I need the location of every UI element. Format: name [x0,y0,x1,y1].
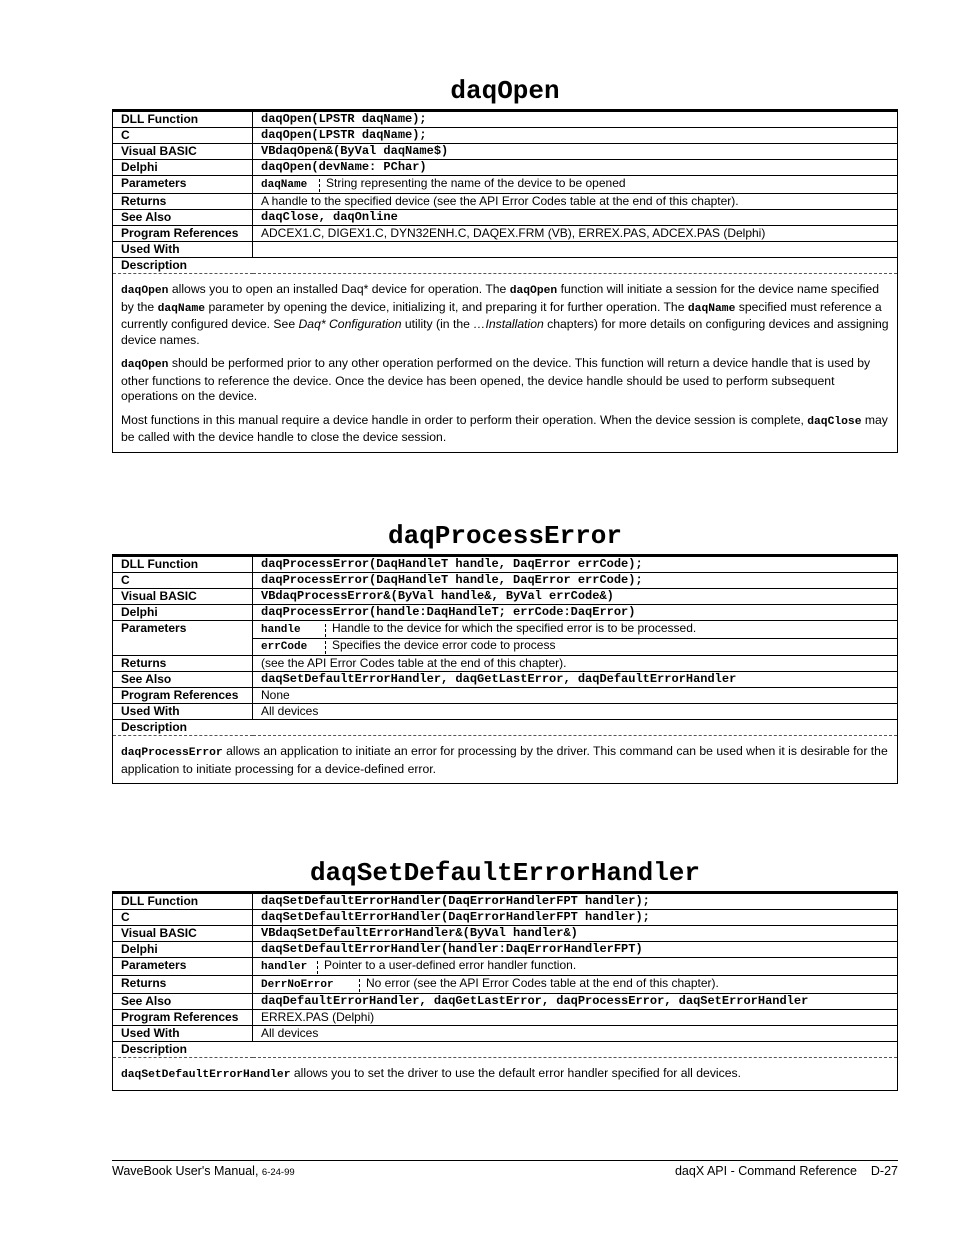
section-title-daqsetdefaulterrorhandler: daqSetDefaultErrorHandler [309,858,701,888]
description-paragraph [121,744,889,777]
description-body [113,274,898,453]
text-run: parameter by opening the device, initializing it, and preparing it for further operation. The [205,299,688,314]
section-title-daqprocesserror: daqProcessError [387,521,623,551]
label-dll-function: DLL Function [113,556,253,573]
label-c: C [113,573,253,589]
description-paragraph [121,356,889,405]
text-run: may be called with the device handle to close the device session. [121,412,888,444]
label-program-references: Program References [113,688,253,704]
text-run: allows you to set the driver to use the default error handler specified for all devices. [290,1066,741,1080]
used-with-value: All devices [253,1026,898,1042]
label-parameters: Parameters [113,621,253,656]
label-c: C [113,128,253,144]
description-paragraph [121,413,889,446]
parameter-row [253,638,897,654]
parameter-description: Pointer to a user-defined error handler function. [324,958,577,972]
dll-function-value: daqProcessError(DaqHandleT handle, DaqError errCode); [253,556,898,573]
label-visual-basic: Visual BASIC [113,926,253,942]
used-with-value: All devices [253,704,898,720]
parameter-name: handle [261,624,326,637]
parameter-row [253,958,898,976]
parameter-description: Handle to the device for which the specified error is to be processed. [332,621,697,635]
footer-page-reference: daqX API - Command Reference D-27 [674,1164,898,1178]
parameter-name: handler [261,961,318,974]
text-run: chapters) for more details on configuring devices and assigning device names. [121,317,889,347]
label-delphi: Delphi [113,942,253,958]
parameter-name: errCode [261,641,326,654]
parameter-row [261,622,897,637]
label-used-with: Used With [113,242,253,258]
parameter-name: daqName [261,179,320,192]
dll-function-value: daqSetDefaultErrorHandler(DaqErrorHandlerFPT handler); [253,893,898,910]
label-description: Description [113,720,898,736]
label-description: Description [113,258,898,274]
label-used-with: Used With [113,1026,253,1042]
code-term: daqClose [807,415,862,428]
code-term: daqName [157,302,206,315]
label-parameters: Parameters [113,176,253,194]
section-title-daqopen: daqOpen [450,76,560,106]
text-run: function will initiate a session for the device name specified by the [121,282,879,314]
program-references-value: ERREX.PAS (Delphi) [253,1010,898,1026]
italic-term: …Installation [473,317,544,331]
description-body [113,736,898,784]
description-body [113,1058,898,1091]
label-used-with: Used With [113,704,253,720]
reference-table-daqsetdefaulterrorhandler [112,891,898,1091]
label-c: C [113,910,253,926]
delphi-value: daqProcessError(handle:DaqHandleT; errCode:DaqError) [253,605,898,621]
text-run: should be performed prior to any other operation performed on the device. This function will return a device handle that is used by other functions to reference the device. Once the device has been opened, the device handle should be used to perform subsequent operations on the device. [121,356,871,403]
label-delphi: Delphi [113,160,253,176]
program-references-value: None [253,688,898,704]
text-run: allows you to open an installed Daq* device for operation. The [168,282,510,296]
code-term: daqOpen [121,359,169,371]
footer-left [112,1164,295,1178]
visual-basic-value: VBdaqOpen&(ByVal daqName$) [253,144,898,160]
label-program-references: Program References [113,1010,253,1026]
used-with-value [253,242,898,258]
see-also-value: daqDefaultErrorHandler, daqGetLastError, daqProcessError, daqSetErrorHandler [253,994,898,1010]
visual-basic-value: VBdaqProcessError&(ByVal handle&, ByVal errCode&) [253,589,898,605]
parameter-description: String representing the name of the device to be opened [326,176,626,190]
returns-code: DerrNoError [261,979,360,992]
code-term: daqOpen [121,285,169,297]
dll-function-value: daqOpen(LPSTR daqName); [253,111,898,128]
footer-manual-title: WaveBook User's Manual, [112,1164,262,1178]
delphi-value: daqSetDefaultErrorHandler(handler:DaqErrorHandlerFPT) [253,942,898,958]
parameter-row [253,176,898,194]
reference-table-daqopen [112,109,898,453]
text-run: Most functions in this manual require a device handle in order to perform their operation. When the device session is complete, [121,412,808,427]
code-term: daqOpen [509,285,558,297]
label-returns: Returns [113,976,253,994]
code-term: daqName [687,302,736,315]
text-run: allows an application to initiate an error for processing by the driver. This command can be used when it is desirable for the application to initiate processing for a device-defined error. [121,744,888,776]
label-returns: Returns [113,656,253,672]
see-also-value: daqSetDefaultErrorHandler, daqGetLastError, daqDefaultErrorHandler [253,672,898,688]
label-returns: Returns [113,194,253,210]
label-see-also: See Also [113,672,253,688]
label-visual-basic: Visual BASIC [113,144,253,160]
code-term: daqProcessError [121,747,223,759]
text-run: specified must reference a currently configured device. See [121,299,882,331]
label-parameters: Parameters [113,958,253,976]
returns-value: (see the API Error Codes table at the end of this chapter). [253,656,898,672]
label-program-references: Program References [113,226,253,242]
label-description: Description [113,1042,898,1058]
c-value: daqSetDefaultErrorHandler(DaqErrorHandlerFPT handler); [253,910,898,926]
italic-term: Daq* Configuration [298,317,402,331]
label-see-also: See Also [113,994,253,1010]
description-paragraph [121,1066,889,1084]
returns-value: No error (see the API Error Codes table at the end of this chapter). [366,976,719,990]
parameter-description: Specifies the device error code to process [332,638,556,652]
text-run: utility (in the [401,317,474,331]
label-visual-basic: Visual BASIC [113,589,253,605]
code-term: daqSetDefaultErrorHandler [121,1069,291,1081]
parameter-rows [253,621,898,656]
visual-basic-value: VBdaqSetDefaultErrorHandler&(ByVal handler&) [253,926,898,942]
c-value: daqProcessError(DaqHandleT handle, DaqError errCode); [253,573,898,589]
program-references-value: ADCEX1.C, DIGEX1.C, DYN32ENH.C, DAQEX.FRM (VB), ERREX.PAS, ADCEX.PAS (Delphi) [253,226,898,242]
see-also-value: daqClose, daqOnline [253,210,898,226]
returns-row [253,976,898,994]
reference-table-daqprocesserror [112,554,898,784]
description-paragraph [121,282,889,348]
returns-value: A handle to the specified device (see the API Error Codes table at the end of this chapter). [253,194,898,210]
label-dll-function: DLL Function [113,111,253,128]
label-delphi: Delphi [113,605,253,621]
footer-rule [112,1160,898,1161]
footer-date: 6-24-99 [261,1167,295,1178]
label-see-also: See Also [113,210,253,226]
delphi-value: daqOpen(devName: PChar) [253,160,898,176]
label-dll-function: DLL Function [113,893,253,910]
c-value: daqOpen(LPSTR daqName); [253,128,898,144]
